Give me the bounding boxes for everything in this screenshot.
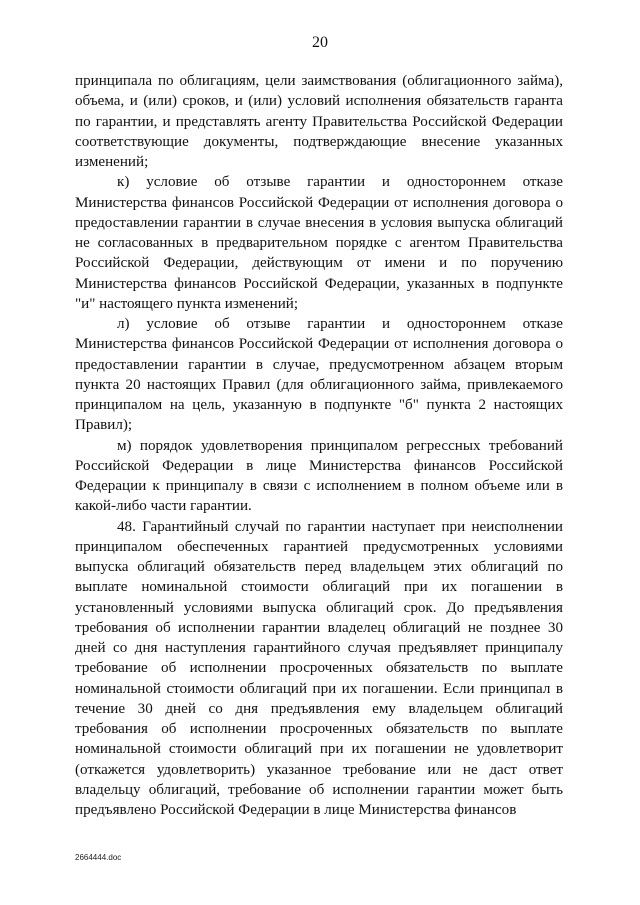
document-file-id: 2664444.doc	[75, 853, 122, 862]
paragraph-continuation: принципала по облигациям, цели заимствования (облигационного займа), объема, и (или) сроков, и (или) условий исполнения обязательств гаранта по гарантии, и представлять агенту Правительства Российской Федерации соответствующие документы, подтверждающие внесение указанных изменений;	[75, 73, 563, 170]
page-number: 20	[312, 34, 328, 51]
paragraph-item-48: 48. Гарантийный случай по гарантии наступает при неисполнении принципалом обеспеченных гарантией предусмотренных условиями выпуска облигаций обязательств перед владельцем этих облигаций по выплате номинальной стоимости облигаций при их погашении в установленный условиями выпуска облигаций срок. До предъявления требования об исполнении гарантии владелец облигаций не позднее 30 дней со дня наступления гарантийного случая предъявляет принципалу требование об исполнении просроченных обязательств по выплате номинальной стоимости облигаций при их погашении. Если принципал в течение 30 дней со дня предъявления ему владельцем облигаций требования об исполнении просроченных обязательств по выплате номинальной стоимости облигаций при их погашении не удовлетворит (откажется удовлетворить) указанное требование или не даст ответ владельцу облигаций, требование об исполнении гарантии может быть предъявлено Российской Федерации в лице Министерства финансов	[75, 518, 563, 818]
paragraph-subitem-m: м) порядок удовлетворения принципалом регрессных требований Российской Федерации в лице Министерства финансов Российской Федерации к принципалу в связи с исполнением в полном объеме или в какой-либо части гарантии.	[75, 437, 563, 515]
document-text	[75, 71, 563, 820]
paragraph-subitem-k: к) условие об отзыве гарантии и одностороннем отказе Министерства финансов Российской Федерации от исполнения договора о предоставлении гарантии в случае внесения в условия выпуска облигаций не согласованных в предварительном порядке с агентом Правительства Российской Федерации, действующим от имени и по поручению Министерства финансов Российской Федерации, указанных в подпункте "и" настоящего пункта изменений;	[75, 174, 563, 312]
paragraph-subitem-l: л) условие об отзыве гарантии и одностороннем отказе Министерства финансов Российской Федерации от исполнения договора о предоставлении гарантии в случае, предусмотренном абзацем вторым пункта 20 настоящих Правил (для облигационного займа, привлекаемого принципалом на цель, указанную в подпункте "б" пункта 2 настоящих Правил);	[75, 316, 563, 434]
